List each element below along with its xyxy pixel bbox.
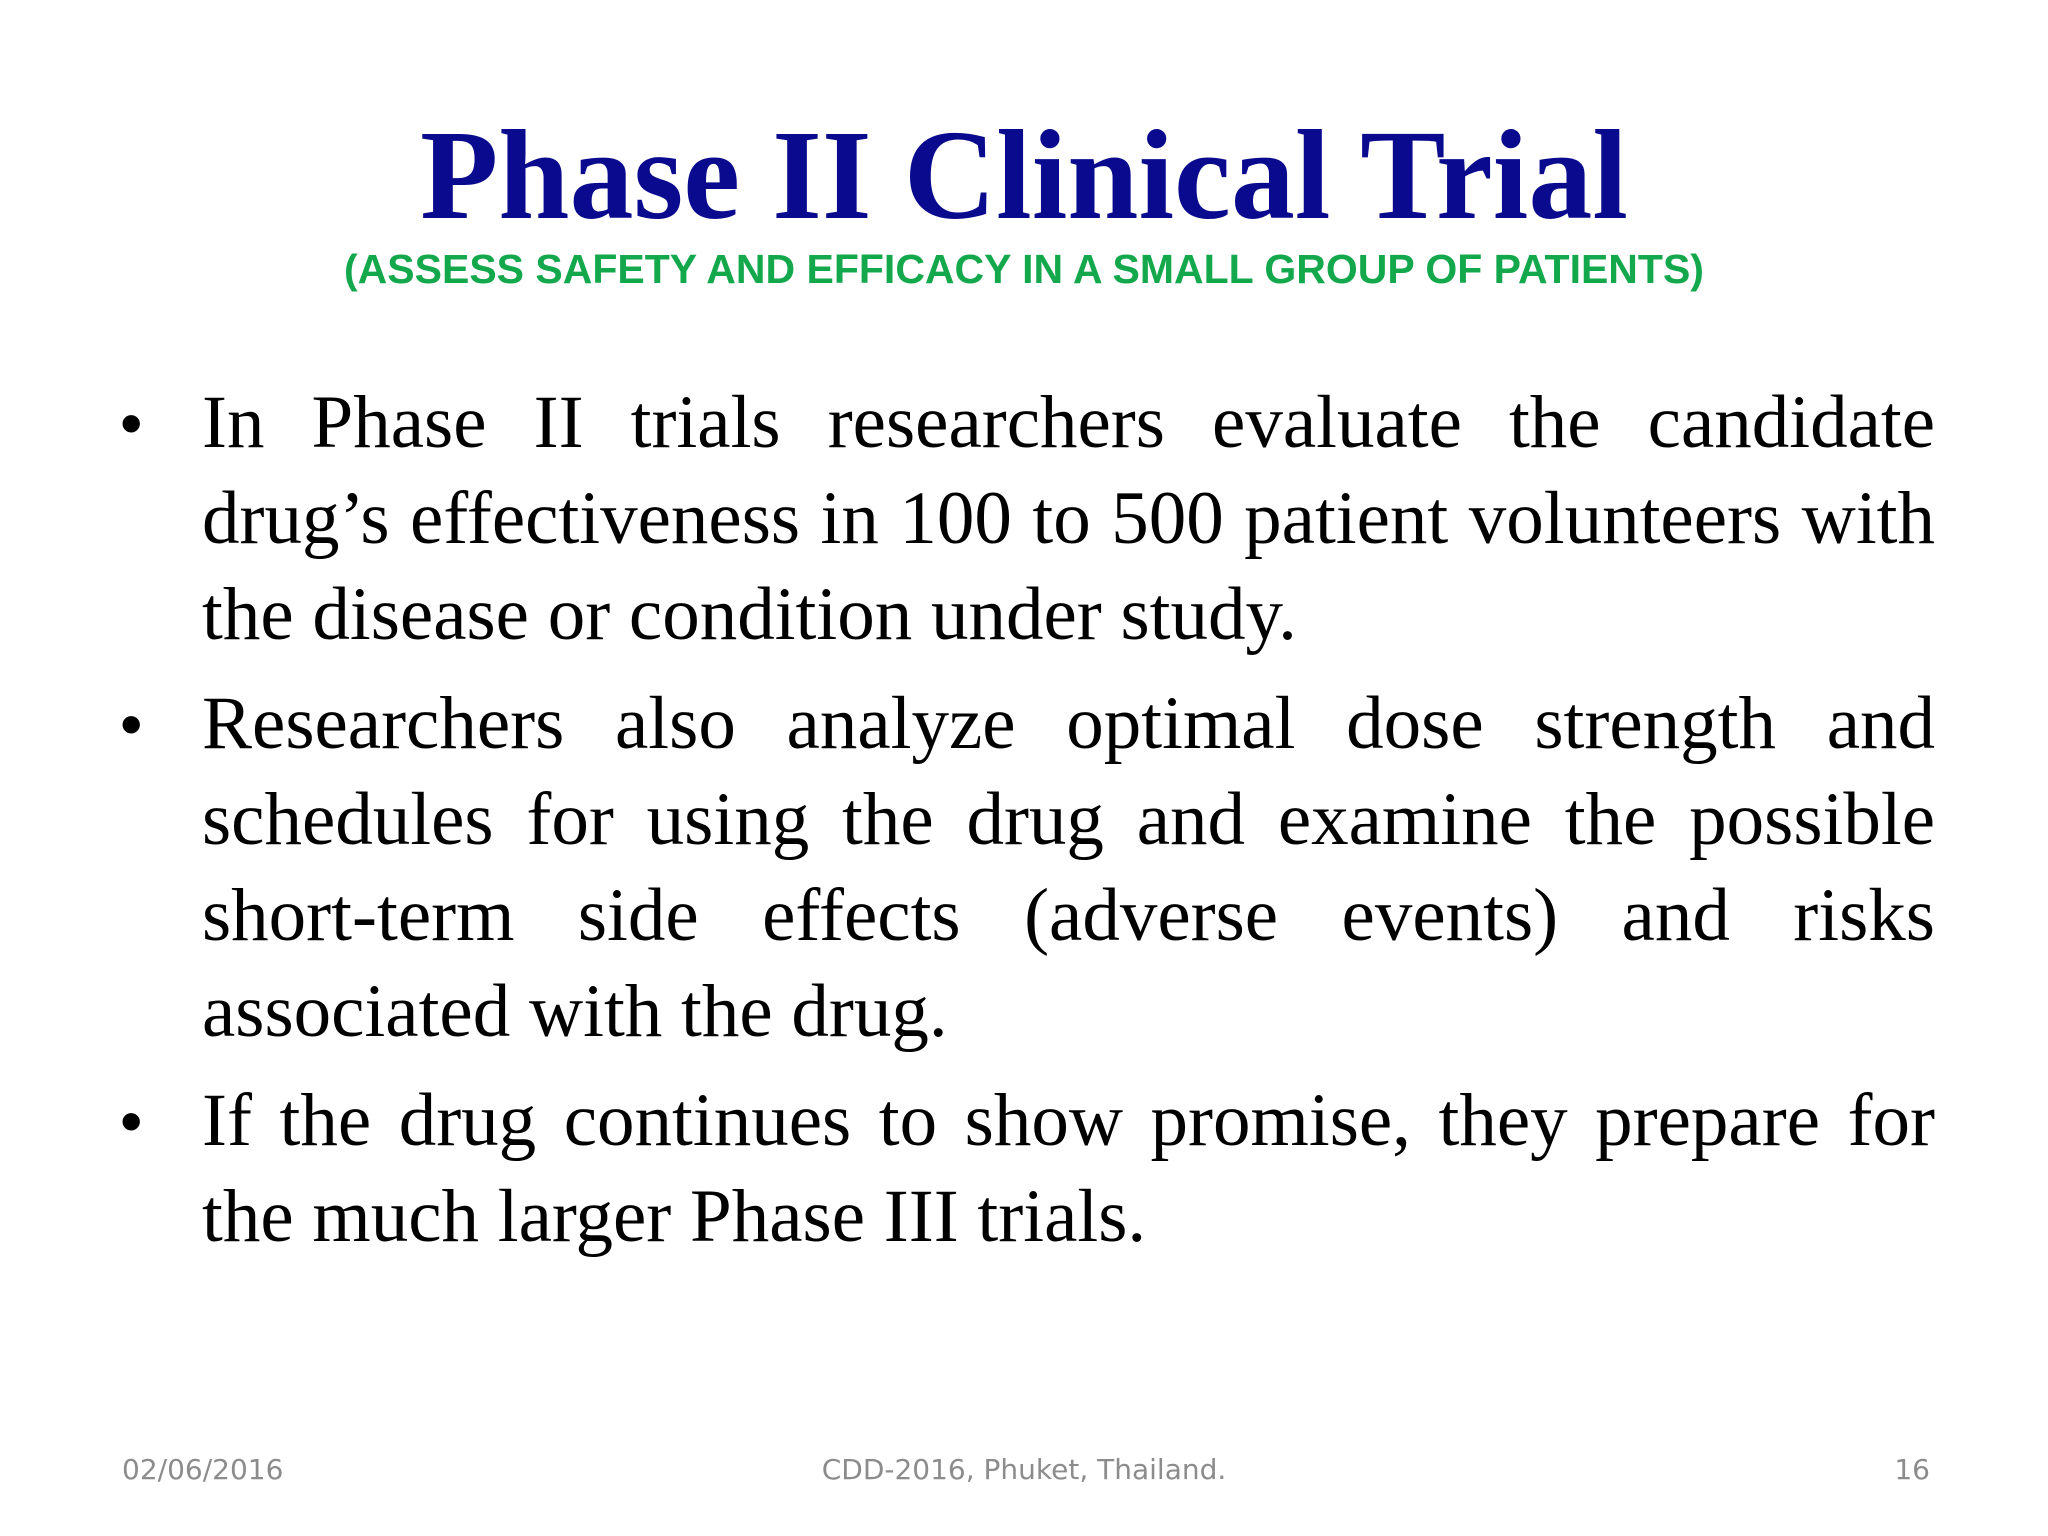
bullet-icon: • xyxy=(120,387,143,459)
bullet-item xyxy=(120,676,1935,1060)
slide-title: Phase II Clinical Trial xyxy=(420,104,1628,246)
bullet-text: Researchers also analyze optimal dose strength and schedules for using the drug and examine the possible short-term side effects (adverse events) and risks associated with the drug. xyxy=(202,682,1935,1053)
slide-subtitle: (ASSESS SAFETY AND EFFICACY IN A SMALL GROUP OF PATIENTS) xyxy=(344,246,1704,292)
bullet-text: If the drug continues to show promise, they prepare for the much larger Phase III trials. xyxy=(202,1079,1935,1258)
bullet-item xyxy=(120,375,1935,663)
footer-date: 02/06/2016 xyxy=(122,1453,284,1486)
bullet-icon: • xyxy=(120,688,143,760)
bullet-icon: • xyxy=(120,1085,143,1157)
footer-event: CDD-2016, Phuket, Thailand. xyxy=(821,1453,1227,1486)
footer-page-number: 16 xyxy=(1894,1453,1930,1486)
bullet-item xyxy=(120,1073,1935,1265)
bullet-list xyxy=(120,375,1935,1278)
bullet-text: In Phase II trials researchers evaluate the candidate drug’s effectiveness in 100 to 500 patient volunteers with the disease or condition under study. xyxy=(202,381,1935,656)
